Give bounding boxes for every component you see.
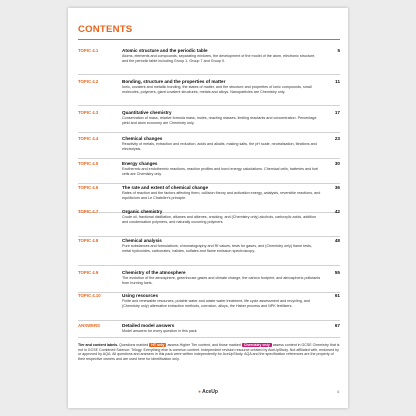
- topic-content: [122, 293, 322, 309]
- topic-label: TOPIC 4.1: [78, 48, 99, 53]
- topic-title: Bonding, structure and the properties of matter: [122, 79, 226, 84]
- topic-title: Chemistry of the atmosphere: [122, 270, 186, 275]
- topic-title: Chemical analysis: [122, 238, 162, 243]
- topic-description: Pure substances and formulations, chromatography and Rf values, tests for gases, and (Chemistry only) flame tests, metal hydroxides, carbonates, halides, sulfates and flame emission spectroscopy.: [122, 244, 312, 253]
- page-number-entry: 67: [334, 323, 340, 328]
- topic-content: [122, 209, 322, 225]
- title-divider: [78, 39, 340, 40]
- topic-label: TOPIC 4.9: [78, 270, 99, 275]
- note-text: assess Higher Tier content, and those marked: [167, 343, 241, 347]
- topic-title: Detailed model answers: [122, 323, 175, 328]
- topic-label: TOPIC 4.10: [78, 293, 101, 298]
- toc-row-4-5: [78, 161, 340, 184]
- topic-content: [122, 238, 322, 254]
- ht-only-tag: HT only: [151, 343, 165, 347]
- topic-description: Atoms, elements and compounds, separating mixtures, the development of the model of the atom, electronic structure, and the periodic table including Group 1, Group 7 and Group 0.: [122, 54, 316, 63]
- topic-label: ANSWERS: [78, 323, 100, 328]
- tier-content-note: [78, 343, 340, 361]
- topic-title: Atomic structure and the periodic table: [122, 48, 208, 53]
- topic-label: TOPIC 4.6: [78, 185, 99, 190]
- topic-content: [122, 136, 322, 152]
- page-number-entry: 17: [334, 110, 340, 115]
- topic-description: Finite and renewable resources, potable water and waste water treatment, life cycle assessment and recycling, and (Chemistry only) alternative extraction methods, corrosion, alloys, the Haber process and NPK fertilisers.: [122, 299, 310, 308]
- toc-row-4-1: [78, 48, 340, 75]
- topic-label: TOPIC 4.5: [78, 161, 99, 166]
- topic-label: TOPIC 4.8: [78, 238, 99, 243]
- document-page: [68, 8, 348, 408]
- topic-description: Reactivity of metals, extraction and reduction, acids and alkalis, making salts, the pH scale, neutralisation, titrations and electrolysis.: [122, 142, 317, 151]
- note-text: Questions marked: [119, 343, 149, 347]
- topic-label: TOPIC 4.3: [78, 110, 99, 115]
- topic-title: Energy changes: [122, 161, 158, 166]
- topic-description: Exothermic and endothermic reactions, reaction profiles and bond energy calculations. Chemical cells, batteries and fuel cells are Chemistry only.: [122, 167, 319, 176]
- topic-label: TOPIC 4.7: [78, 209, 99, 214]
- note-text: assess content in GCSE Chemistry that is not in GCSE Combined Science: Trilogy. Everything else is common content. Independent revision resource created by AceUpStudy. Not affiliated with, endorsed by or approved by AQA. All questions and answers in this pack were written independently for AceUpStudy. AQA and the specification references are the property of their respective owners and are used here for identification only.: [78, 343, 340, 361]
- topic-description: Model answers for every question in this pack: [122, 329, 197, 334]
- topic-title: Organic chemistry: [122, 209, 163, 214]
- topic-content: [122, 323, 322, 334]
- page-number-entry: 42: [334, 209, 340, 214]
- topic-description: The evolution of the atmosphere, greenhouse gases and climate change, the carbon footprint, and atmospheric pollutants from burning fuels.: [122, 276, 321, 285]
- toc-row-4-8: [78, 238, 340, 266]
- topic-content: [122, 110, 322, 126]
- chemistry-only-tag: Chemistry only: [243, 343, 270, 347]
- page-number-entry: 23: [334, 136, 340, 141]
- toc-row-4-7: [78, 209, 340, 237]
- page-number-entry: 61: [334, 293, 340, 298]
- topic-content: [122, 79, 322, 95]
- topic-label: TOPIC 4.2: [78, 79, 99, 84]
- topic-title: The rate and extent of chemical change: [122, 185, 209, 190]
- topic-description: Ionic, covalent and metallic bonding, the states of matter, and the structure and properties of ionic compounds, small molecules, polymers, giant covalent structures, metals and alloys. Nanoparticles are Chemistry only.: [122, 85, 312, 94]
- topic-description: Crude oil, fractional distillation, alkanes and alkenes, cracking, and (Chemistry only) alcohols, carboxylic acids, addition and condensation polymers, and naturally occurring polymers.: [122, 215, 317, 224]
- toc-row-4-9: [78, 270, 340, 293]
- toc-row-4-3: [78, 110, 340, 133]
- topic-content: [122, 185, 322, 201]
- topic-label: TOPIC 4.4: [78, 136, 99, 141]
- page-number: 4: [336, 390, 339, 394]
- brand-logo: [68, 389, 348, 395]
- page-number-entry: 55: [334, 270, 340, 275]
- page-number-entry: 5: [337, 48, 340, 53]
- page-number-entry: 36: [334, 185, 340, 190]
- toc-row-answers: [78, 323, 340, 338]
- brand-name: AceUp: [202, 389, 218, 395]
- page-number-entry: 48: [334, 238, 340, 243]
- page-number-entry: 11: [335, 79, 340, 84]
- topic-title: Chemical changes: [122, 136, 163, 141]
- note-heading: Tier and content labels.: [78, 343, 119, 347]
- toc-row-4-10: [78, 293, 340, 321]
- brand-icon: ●: [198, 389, 201, 394]
- topic-content: [122, 161, 322, 177]
- page-number-entry: 30: [334, 161, 340, 166]
- topic-content: [122, 48, 322, 64]
- page-title: CONTENTS: [78, 24, 133, 35]
- topic-title: Using resources: [122, 293, 158, 298]
- topic-title: Quantitative chemistry: [122, 110, 172, 115]
- toc-row-4-4: [78, 136, 340, 159]
- topic-description: Conservation of mass, relative formula mass, moles, reacting masses, limiting reactants and concentration. Percentage yield and atom economy are Chemistry only.: [122, 116, 317, 125]
- topic-description: Rates of reaction and the factors affecting them, collision theory and activation energy, catalysts, reversible reactions, and equilibrium and Le Chatelier's principle.: [122, 191, 321, 200]
- topic-content: [122, 270, 322, 286]
- toc-row-4-2: [78, 79, 340, 106]
